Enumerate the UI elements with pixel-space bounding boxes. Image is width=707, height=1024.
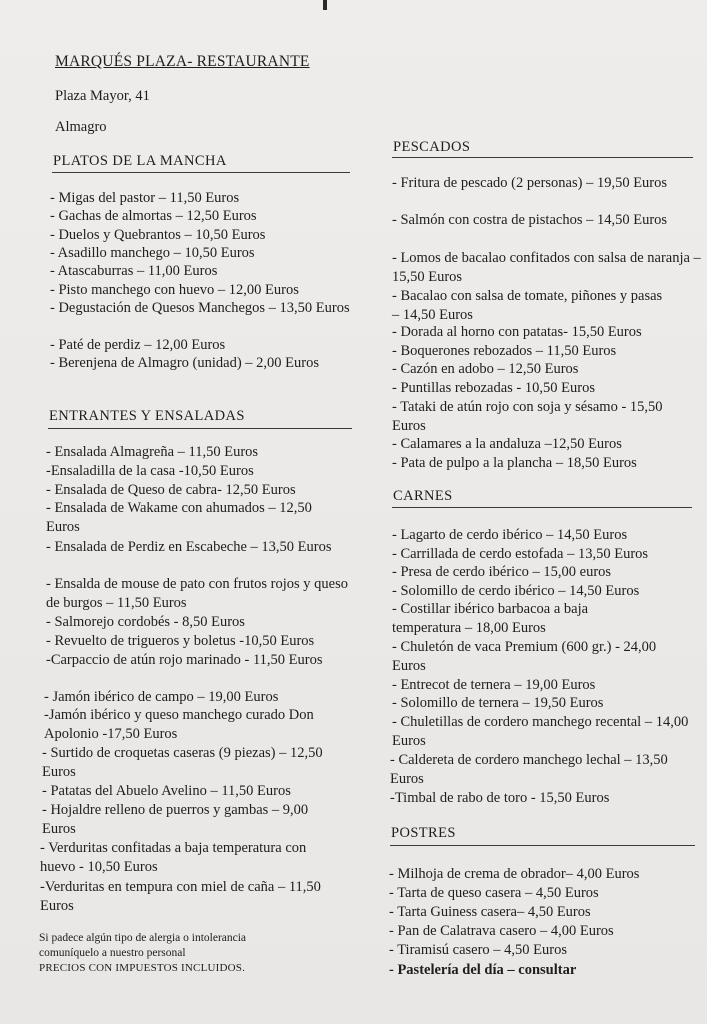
menu-item: -Jamón ibérico y queso manchego curado Don Apolonio -17,50 Euros (44, 707, 314, 742)
restaurant-city: Almagro (55, 119, 107, 135)
section-heading-pescados: PESCADOS (393, 139, 471, 155)
menu-item: - Salmorejo cordobés - 8,50 Euros (46, 614, 245, 630)
menu-item: - Ensalada de Perdiz en Escabeche – 13,50 Euros (46, 539, 332, 555)
section-heading-entrantes: ENTRANTES Y ENSALADAS (49, 408, 245, 424)
menu-item: - Boquerones rebozados – 11,50 Euros (392, 343, 617, 359)
menu-item: - Calamares a la andaluza –12,50 Euros (392, 436, 622, 452)
menu-item: - Ensalada Almagreña – 11,50 Euros (46, 444, 259, 460)
section-heading-carnes: CARNES (393, 488, 453, 504)
restaurant-title: MARQUÉS PLAZA- RESTAURANTE (55, 53, 310, 70)
menu-item: - Bacalao con salsa de tomate, piñones y pasas – 14,50 Euros (392, 288, 663, 323)
menu-item: - Revuelto de trigueros y boletus -10,50 Euros (46, 633, 315, 649)
menu-item: - Solomillo de ternera – 19,50 Euros (392, 695, 604, 711)
menu-item: - Milhoja de crema de obrador– 4,00 Euros (389, 866, 640, 882)
menu-item: - Tarta Guiness casera– 4,50 Euros (389, 904, 591, 920)
menu-item: - Tataki de atún rojo con soja y sésamo - 15,50 Euros (392, 399, 663, 434)
menu-item: - Salmón con costra de pistachos – 14,50 Euros (392, 212, 668, 228)
menu-item: - Lomos de bacalao confitados con salsa de naranja – 15,50 Euros (392, 250, 701, 285)
section-rule (392, 157, 693, 158)
section-rule (390, 845, 695, 846)
menu-item: - Asadillo manchego – 10,50 Euros (50, 245, 255, 261)
allergy-note-line2: comuníquelo a nuestro personal (39, 947, 186, 959)
pin (323, 0, 327, 10)
menu-item: - Gachas de almortas – 12,50 Euros (50, 208, 257, 224)
section-rule (52, 172, 350, 173)
menu-item: - Duelos y Quebrantos – 10,50 Euros (50, 227, 266, 243)
taxes-note: PRECIOS CON IMPUESTOS INCLUIDOS. (39, 962, 246, 974)
menu-item: - Costillar ibérico barbacoa a baja temperatura – 18,00 Euros (392, 601, 589, 636)
menu-item: -Verduritas en tempura con miel de caña – 11,50 Euros (40, 879, 321, 914)
menu-item: - Surtido de croquetas caseras (9 piezas) – 12,50 Euros (42, 745, 323, 780)
menu-item: - Presa de cerdo ibérico – 15,00 euros (392, 564, 612, 580)
menu-item: - Chuletón de vaca Premium (600 gr.) - 24,00 Euros (392, 639, 657, 674)
menu-item: - Hojaldre relleno de puerros y gambas – 9,00 Euros (42, 802, 309, 837)
menu-item: - Pan de Calatrava casero – 4,00 Euros (389, 923, 614, 939)
menu-item: - Tarta de queso casera – 4,50 Euros (389, 885, 599, 901)
menu-item: - Jamón ibérico de campo – 19,00 Euros (44, 689, 279, 705)
menu-item: - Ensalada de Wakame con ahumados – 12,50 Euros (46, 500, 312, 535)
menu-item: - Lagarto de cerdo ibérico – 14,50 Euros (392, 527, 628, 543)
menu-item: - Solomillo de cerdo ibérico – 14,50 Euros (392, 583, 640, 599)
menu-item: - Entrecot de ternera – 19,00 Euros (392, 677, 596, 693)
menu-item: - Pata de pulpo a la plancha – 18,50 Euros (392, 455, 637, 471)
menu-item: -Carpaccio de atún rojo marinado - 11,50 Euros (46, 652, 323, 668)
menu-item: -Timbal de rabo de toro - 15,50 Euros (390, 790, 610, 806)
menu-item: - Cazón en adobo – 12,50 Euros (392, 361, 579, 377)
menu-item: - Verduritas confitadas a baja temperatura con huevo - 10,50 Euros (40, 840, 307, 875)
menu-item: - Patatas del Abuelo Avelino – 11,50 Euros (42, 783, 291, 799)
menu-item: - Atascaburras – 11,00 Euros (50, 263, 218, 279)
menu-item: - Migas del pastor – 11,50 Euros (50, 190, 240, 206)
menu-item: -Ensaladilla de la casa -10,50 Euros (46, 463, 254, 479)
restaurant-address: Plaza Mayor, 41 (55, 88, 150, 104)
menu-item: - Degustación de Quesos Manchegos – 13,50 Euros (50, 300, 350, 316)
menu-item: - Pastelería del día – consultar (389, 962, 577, 978)
menu-item: - Pisto manchego con huevo – 12,00 Euros (50, 282, 299, 298)
menu-item: - Paté de perdiz – 12,00 Euros (50, 337, 226, 353)
menu-item: - Chuletillas de cordero manchego recental – 14,00 Euros (392, 714, 689, 749)
section-rule (48, 428, 352, 429)
menu-item: - Ensalada de Queso de cabra- 12,50 Euros (46, 482, 296, 498)
menu-item: - Caldereta de cordero manchego lechal – 13,50 Euros (390, 752, 668, 787)
section-heading-mancha: PLATOS DE LA MANCHA (53, 153, 227, 169)
section-rule (392, 507, 692, 508)
menu-item: - Puntillas rebozadas - 10,50 Euros (392, 380, 595, 396)
menu-item: - Dorada al horno con patatas- 15,50 Euros (392, 324, 642, 340)
menu-item: - Ensalda de mouse de pato con frutos rojos y queso de burgos – 11,50 Euros (46, 576, 349, 611)
section-heading-postres: POSTRES (391, 825, 456, 841)
menu-item: - Fritura de pescado (2 personas) – 19,50 Euros (392, 175, 668, 191)
menu-item: - Carrillada de cerdo estofada – 13,50 Euros (392, 546, 649, 562)
menu-item: - Tiramisú casero – 4,50 Euros (389, 942, 568, 958)
menu-item: - Berenjena de Almagro (unidad) – 2,00 Euros (50, 355, 319, 371)
allergy-note-line1: Si padece algún tipo de alergia o intolerancia (39, 932, 247, 944)
